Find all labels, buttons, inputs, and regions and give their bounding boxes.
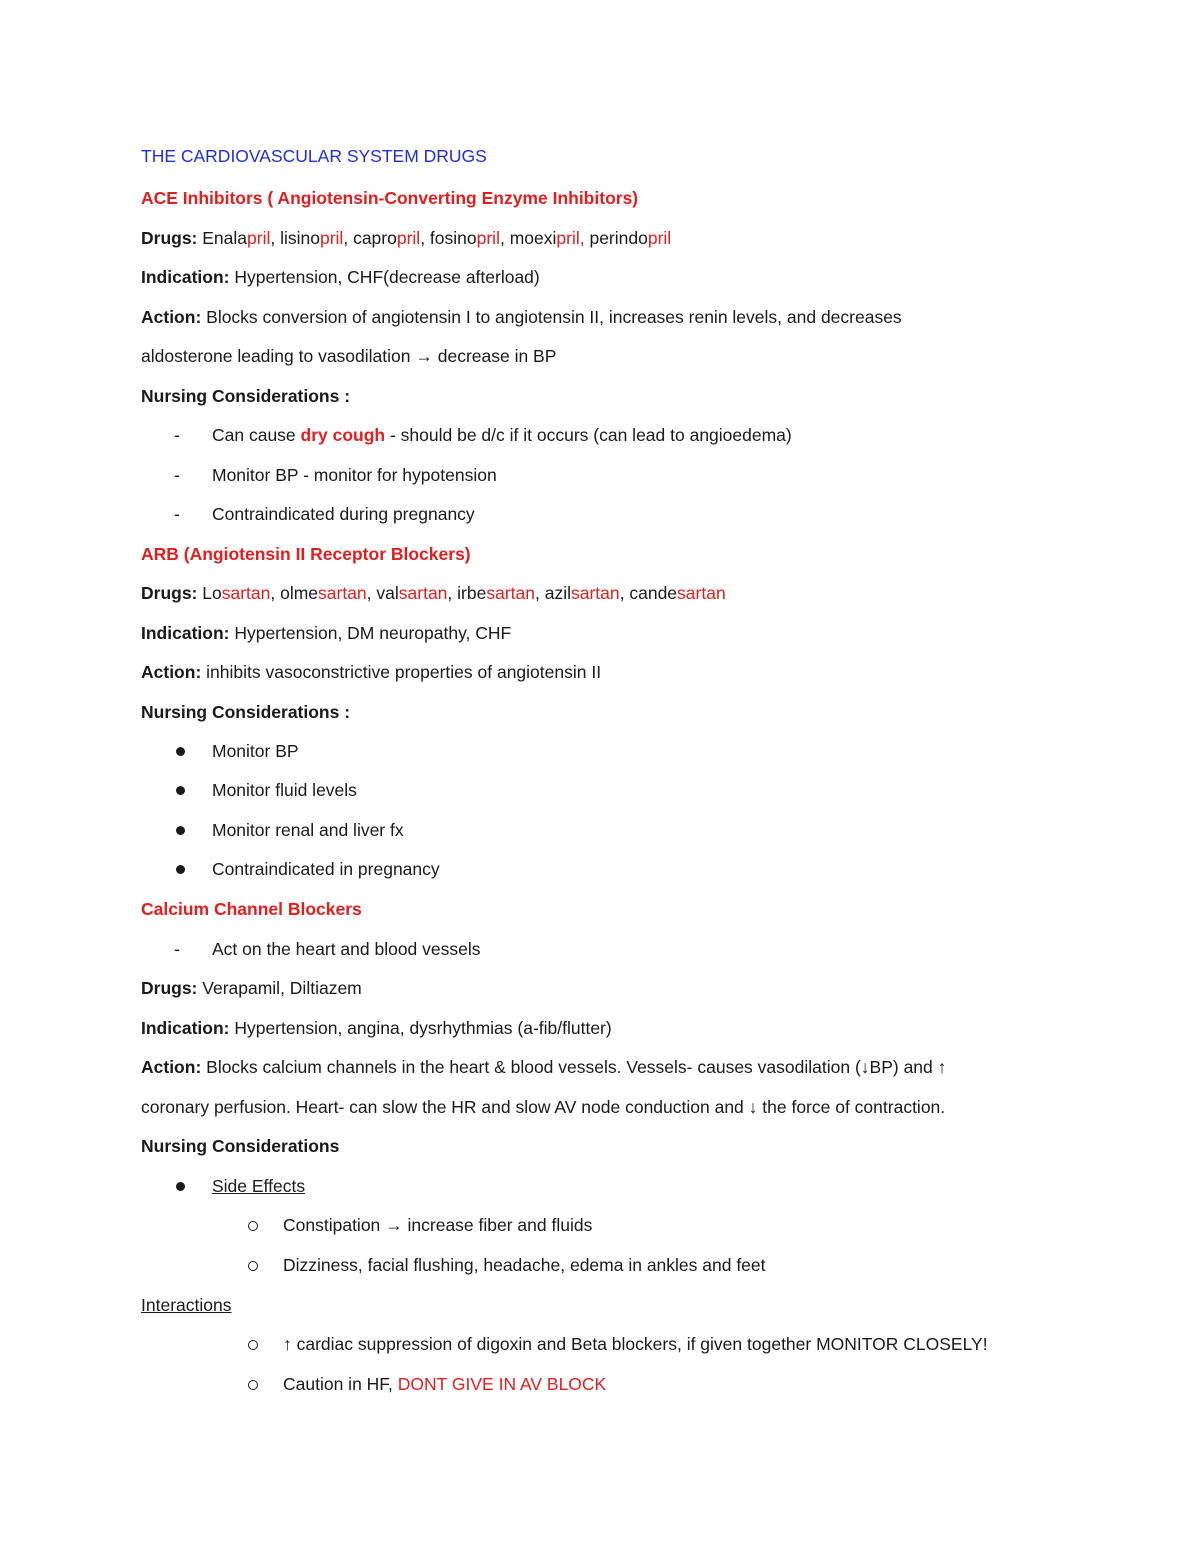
ace-drug-3-stem: capro [353, 228, 397, 248]
ccb-action-text-1: Blocks calcium channels in the heart & blood vessels. Vessels- causes vasodilation (↓BP) and ↑ [201, 1057, 947, 1077]
arb-drug-2-stem: olme [280, 583, 319, 603]
ccb-indication-text: Hypertension, angina, dysrhythmias (a-fib/flutter) [229, 1018, 612, 1038]
ccb-action-label: Action: [141, 1057, 202, 1077]
arb-drug-4-suffix: sartan [486, 583, 535, 603]
arb-nursing-item-2: Monitor fluid levels [212, 780, 357, 800]
ace-drugs-line [141, 226, 671, 250]
arb-drug-1-stem: Lo [197, 583, 222, 603]
ace-drug-3-sep: , [420, 228, 430, 248]
ccb-av-block-warning: DONT GIVE IN AV BLOCK [397, 1374, 607, 1394]
ace-drug-4-stem: fosino [429, 228, 477, 248]
ace-nursing-item-1-post: - should be d/c if it occurs (can lead to angioedema) [385, 425, 792, 445]
arb-drug-2-suffix: sartan [318, 583, 367, 603]
bullet-dot-icon [176, 826, 185, 835]
bullet-ring-icon [248, 1380, 258, 1390]
ccb-drugs-line [141, 976, 362, 1000]
arb-drug-3-stem: val [376, 583, 399, 603]
bullet-dot-icon [176, 865, 185, 874]
arb-drug-6-suffix: sartan [677, 583, 726, 603]
arb-drug-6-stem: cande [629, 583, 678, 603]
ccb-indication-line [141, 1016, 612, 1040]
arb-drug-1-suffix: sartan [221, 583, 271, 603]
ace-bullet-2: - [174, 465, 180, 485]
arb-action-label: Action: [141, 662, 202, 682]
ace-heading: ACE Inhibitors ( Angiotensin-Converting Enzyme Inhibitors) [141, 188, 639, 208]
arb-drugs-line [141, 581, 726, 605]
ace-nursing-item-1 [212, 423, 792, 447]
ace-indication-line [141, 265, 540, 289]
ace-drug-6-suffix: pril [647, 228, 672, 248]
ace-nursing-item-3: Contraindicated during pregnancy [212, 504, 475, 524]
arb-drugs-label: Drugs: [141, 583, 198, 603]
ccb-indication-label: Indication: [141, 1018, 230, 1038]
ccb-interaction-2 [283, 1372, 606, 1396]
ace-indication-label: Indication: [141, 267, 230, 287]
arb-indication-line [141, 621, 511, 645]
arb-drug-3-sep: , [447, 583, 458, 603]
arb-drug-4-stem: irbe [457, 583, 487, 603]
ace-drug-2-suffix: pril [319, 228, 344, 248]
ccb-side-effects-label: Side Effects [212, 1176, 306, 1196]
ace-nursing-item-1-pre: Can cause [212, 425, 301, 445]
arb-heading: ARB (Angiotensin II Receptor Blockers) [141, 544, 471, 564]
arb-drug-2-sep: , [366, 583, 377, 603]
ace-drug-3-suffix: pril [396, 228, 421, 248]
arb-action-line [141, 660, 601, 684]
ace-bullet-1: - [174, 425, 180, 445]
ccb-action-line-1 [141, 1055, 946, 1079]
ccb-drugs-label: Drugs: [141, 978, 198, 998]
bullet-ring-icon [248, 1221, 258, 1231]
bullet-ring-icon [248, 1340, 258, 1350]
ace-action-line-2: aldosterone leading to vasodilation → decrease in BP [141, 346, 557, 366]
arb-indication-label: Indication: [141, 623, 230, 643]
arb-drug-5-suffix: sartan [570, 583, 620, 603]
arb-drug-4-sep: , [534, 583, 545, 603]
ccb-interaction-1: ↑ cardiac suppression of digoxin and Beta blockers, if given together MONITOR CLOSELY! [283, 1334, 988, 1354]
ace-drug-4-sep: , [499, 228, 510, 248]
ace-drug-1-suffix: pril [247, 228, 271, 248]
ace-dry-cough: dry cough [300, 425, 386, 445]
arb-indication-text: Hypertension, DM neuropathy, CHF [229, 623, 512, 643]
ace-drug-5-suffix: pril, [556, 228, 585, 248]
ace-bullet-3: - [174, 504, 180, 524]
ace-indication-text: Hypertension, CHF(decrease afterload) [229, 267, 540, 287]
arb-drug-3-suffix: sartan [398, 583, 448, 603]
ccb-bullet-note: - [174, 939, 180, 959]
arb-drug-5-sep: , [619, 583, 630, 603]
arb-nursing-item-4: Contraindicated in pregnancy [212, 859, 440, 879]
ccb-action-line-2: coronary perfusion. Heart- can slow the HR and slow AV node conduction and ↓ the force of contraction. [141, 1097, 946, 1117]
ace-action-text-1: Blocks conversion of angiotensin I to angiotensin II, increases renin levels, and decreases [201, 307, 902, 327]
ace-action-line-1 [141, 305, 902, 329]
arb-action-text: inhibits vasoconstrictive properties of angiotensin II [201, 662, 602, 682]
ace-drugs-label: Drugs: [141, 228, 198, 248]
arb-drug-1-sep: , [270, 583, 281, 603]
ace-action-label: Action: [141, 307, 202, 327]
ace-drug-1-sep: , [270, 228, 281, 248]
ace-drug-2-sep: , [343, 228, 354, 248]
ccb-drugs-text: Verapamil, Diltiazem [197, 978, 362, 998]
bullet-dot-icon [176, 1182, 185, 1191]
arb-nursing-label: Nursing Considerations : [141, 702, 351, 722]
document-title: THE CARDIOVASCULAR SYSTEM DRUGS [141, 146, 487, 166]
bullet-ring-icon [248, 1261, 258, 1271]
ace-drug-4-suffix: pril [476, 228, 500, 248]
ccb-side-effect-2: Dizziness, facial flushing, headache, edema in ankles and feet [283, 1255, 766, 1275]
ccb-heading: Calcium Channel Blockers [141, 899, 362, 919]
ccb-interaction-2-pre: Caution in HF, [283, 1374, 398, 1394]
ccb-note: Act on the heart and blood vessels [212, 939, 481, 959]
ccb-interactions-label: Interactions [141, 1295, 232, 1315]
ccb-nursing-label: Nursing Considerations [141, 1136, 340, 1156]
bullet-dot-icon [176, 786, 185, 795]
ace-drug-1-stem: Enala [197, 228, 248, 248]
arb-nursing-item-1: Monitor BP [212, 741, 299, 761]
ccb-side-effect-1: Constipation → increase fiber and fluids [283, 1215, 593, 1235]
ace-nursing-item-2: Monitor BP - monitor for hypotension [212, 465, 497, 485]
ace-drug-5-stem: moexi [509, 228, 557, 248]
ace-nursing-label: Nursing Considerations : [141, 386, 351, 406]
bullet-dot-icon [176, 747, 185, 756]
arb-drug-5-stem: azil [544, 583, 571, 603]
ace-drug-2-stem: lisino [280, 228, 320, 248]
ace-drug-6-stem: perindo [589, 228, 648, 248]
arb-nursing-item-3: Monitor renal and liver fx [212, 820, 404, 840]
